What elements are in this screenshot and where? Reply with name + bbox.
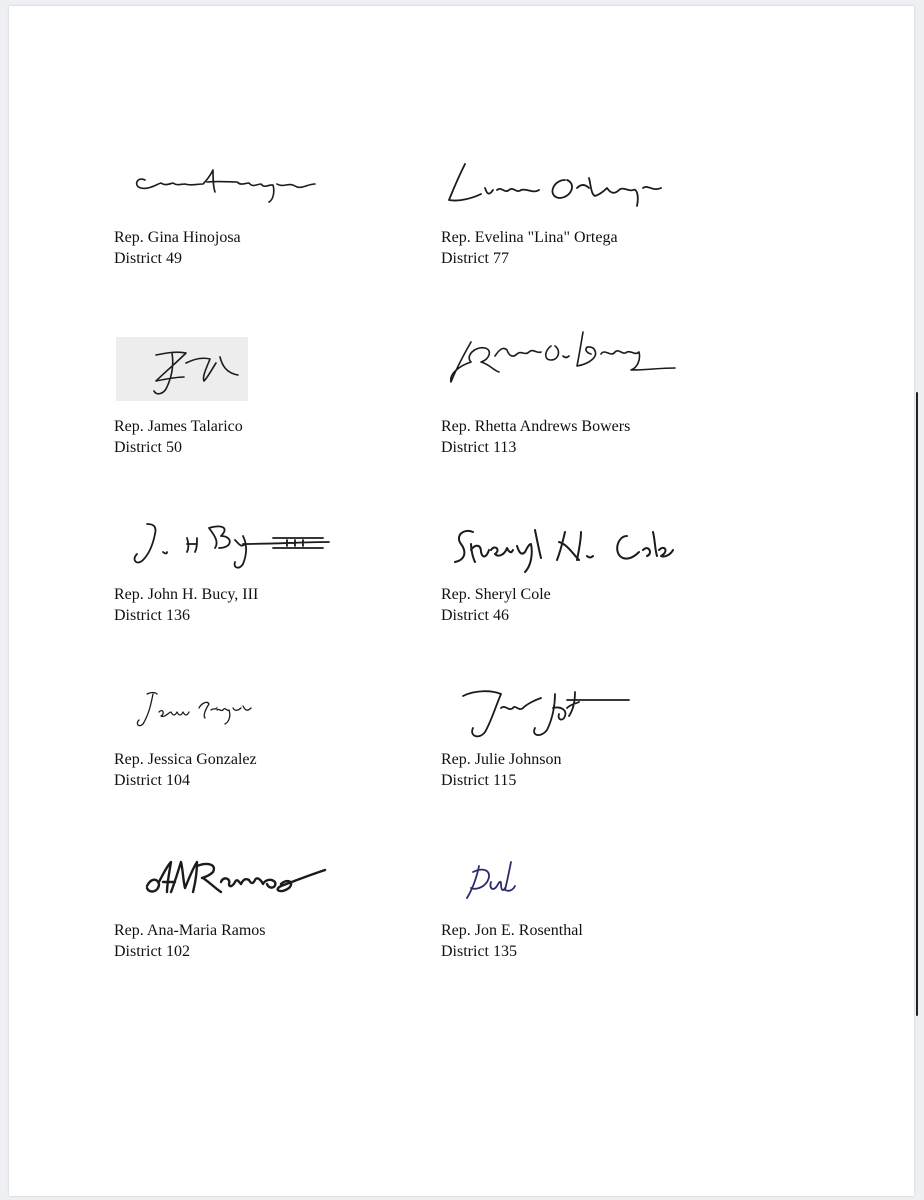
signatory-name: Rep. Sheryl Cole [441,586,551,603]
signatory-district: District 104 [114,772,190,789]
signatory-name: Rep. Gina Hinojosa [114,229,241,246]
signature-james-talarico [116,337,248,401]
signatory-name: Rep. Evelina "Lina" Ortega [441,229,618,246]
signatory-name: Rep. Jon E. Rosenthal [441,922,583,939]
signature-lina-ortega [439,154,674,214]
signature-ana-maria-ramos [137,848,347,910]
signatory-district: District 135 [441,943,517,960]
signatory-district: District 113 [441,439,517,456]
signatory-district: District 49 [114,250,182,267]
signatory-district: District 77 [441,250,509,267]
signature-sheryl-cole [445,514,685,578]
signatory-name: Rep. John H. Bucy, III [114,586,259,603]
signatory-district: District 50 [114,439,182,456]
signatory-district: District 136 [114,607,190,624]
signature-jon-rosenthal [457,852,527,908]
signature-julie-johnson [455,678,635,748]
signature-gina-hinojosa [127,156,337,206]
signatory-name: Rep. Julie Johnson [441,751,562,768]
signatory-name: Rep. Rhetta Andrews Bowers [441,418,631,435]
signature-jessica-gonzalez [129,682,259,734]
signatory-name: Rep. Ana-Maria Ramos [114,922,266,939]
document-page [9,6,914,1196]
signatory-district: District 115 [441,772,517,789]
signatory-district: District 46 [441,607,509,624]
signatory-name: Rep. James Talarico [114,418,243,435]
scrollbar[interactable] [916,392,918,1016]
signatory-district: District 102 [114,943,190,960]
signatory-name: Rep. Jessica Gonzalez [114,751,257,768]
signature-rhetta-bowers [441,316,681,390]
signature-john-bucy [123,514,343,574]
